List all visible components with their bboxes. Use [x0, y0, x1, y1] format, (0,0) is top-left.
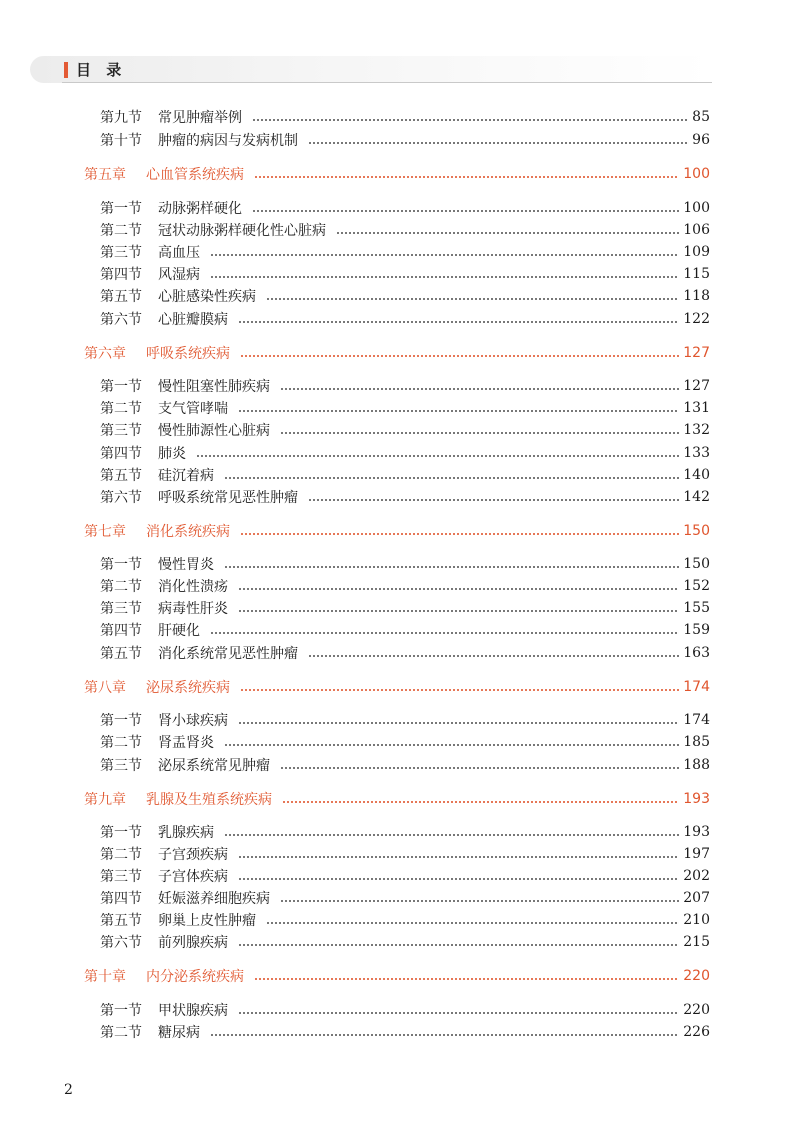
- entry-number: 第一节: [100, 825, 142, 841]
- page-title: 目 录: [76, 61, 127, 79]
- entry-title: 前列腺疾病: [158, 935, 228, 951]
- dot-leader: [308, 142, 688, 144]
- toc-section-entry[interactable]: [100, 1022, 710, 1042]
- toc-chapter-entry[interactable]: [84, 521, 710, 541]
- entry-page-number: 185: [683, 734, 710, 750]
- entry-page-number: 174: [683, 679, 710, 695]
- header-background: [30, 56, 712, 83]
- dot-leader: [238, 321, 679, 323]
- dot-leader: [254, 978, 679, 980]
- dot-leader: [280, 767, 679, 769]
- entry-number: 第六节: [100, 490, 142, 506]
- dot-leader: [224, 834, 679, 836]
- toc-section-entry[interactable]: [100, 710, 710, 730]
- toc-chapter-entry[interactable]: [84, 789, 710, 809]
- entry-title: 高血压: [158, 245, 200, 261]
- entry-number: 第五节: [100, 468, 142, 484]
- entry-number: 第五节: [100, 289, 142, 305]
- dot-leader: [240, 533, 679, 535]
- dot-leader: [210, 276, 679, 278]
- toc-section-entry[interactable]: [100, 107, 710, 127]
- dot-leader: [238, 856, 679, 858]
- toc-section-entry[interactable]: [100, 1000, 710, 1020]
- entry-title: 消化系统疾病: [146, 524, 230, 540]
- toc-section-entry[interactable]: [100, 443, 710, 463]
- dot-leader: [224, 477, 679, 479]
- dot-leader: [238, 722, 679, 724]
- dot-leader: [238, 1012, 679, 1014]
- toc-header: [30, 56, 712, 83]
- dot-leader: [210, 632, 679, 634]
- entry-number: 第二节: [100, 1025, 142, 1041]
- entry-page-number: 127: [683, 378, 710, 394]
- dot-leader: [308, 499, 679, 501]
- toc-section-entry[interactable]: [100, 888, 710, 908]
- entry-number: 第二节: [100, 401, 142, 417]
- entry-number: 第四节: [100, 891, 142, 907]
- entry-page-number: 207: [683, 890, 710, 906]
- entry-title: 慢性肺源性心脏病: [158, 423, 270, 439]
- toc-section-entry[interactable]: [100, 198, 710, 218]
- dot-leader: [224, 744, 679, 746]
- entry-page-number: 193: [683, 824, 710, 840]
- entry-number: 第三节: [100, 245, 142, 261]
- entry-page-number: 132: [683, 422, 710, 438]
- toc-chapter-entry[interactable]: [84, 966, 710, 986]
- entry-number: 第一节: [100, 1003, 142, 1019]
- dot-leader: [266, 298, 679, 300]
- toc-section-entry[interactable]: [100, 732, 710, 752]
- toc-section-entry[interactable]: [100, 242, 710, 262]
- entry-page-number: 96: [692, 132, 710, 148]
- entry-title: 慢性胃炎: [158, 557, 214, 573]
- entry-title: 冠状动脉粥样硬化性心脏病: [158, 223, 326, 239]
- entry-page-number: 85: [692, 109, 710, 125]
- dot-leader: [240, 355, 679, 357]
- toc-section-entry[interactable]: [100, 932, 710, 952]
- toc-chapter-entry[interactable]: [84, 164, 710, 184]
- entry-title: 子宫颈疾病: [158, 847, 228, 863]
- toc-section-entry[interactable]: [100, 420, 710, 440]
- entry-title: 心血管系统疾病: [146, 167, 244, 183]
- entry-title: 卵巢上皮性肿瘤: [158, 913, 256, 929]
- toc-section-entry[interactable]: [100, 220, 710, 240]
- entry-title: 支气管哮喘: [158, 401, 228, 417]
- entry-page-number: 100: [683, 166, 710, 182]
- page-number: 2: [64, 1082, 73, 1098]
- entry-number: 第八章: [84, 680, 126, 696]
- dot-leader: [254, 176, 679, 178]
- entry-title: 泌尿系统常见肿瘤: [158, 758, 270, 774]
- entry-number: 第三节: [100, 601, 142, 617]
- toc-section-entry[interactable]: [100, 866, 710, 886]
- entry-page-number: 193: [683, 791, 710, 807]
- entry-title: 呼吸系统常见恶性肿瘤: [158, 490, 298, 506]
- dot-leader: [210, 254, 679, 256]
- entry-number: 第二节: [100, 223, 142, 239]
- entry-number: 第三节: [100, 869, 142, 885]
- entry-title: 肝硬化: [158, 623, 200, 639]
- entry-title: 呼吸系统疾病: [146, 346, 230, 362]
- entry-number: 第四节: [100, 267, 142, 283]
- entry-page-number: 220: [683, 968, 710, 984]
- toc-section-entry[interactable]: [100, 309, 710, 329]
- entry-page-number: 215: [683, 934, 710, 950]
- entry-title: 消化性溃疡: [158, 579, 228, 595]
- entry-title: 糖尿病: [158, 1025, 200, 1041]
- entry-title: 肿瘤的病因与发病机制: [158, 133, 298, 149]
- entry-title: 内分泌系统疾病: [146, 969, 244, 985]
- entry-title: 妊娠滋养细胞疾病: [158, 891, 270, 907]
- toc-section-entry[interactable]: [100, 910, 710, 930]
- entry-page-number: 163: [683, 645, 710, 661]
- dot-leader: [196, 455, 679, 457]
- entry-number: 第五章: [84, 167, 126, 183]
- header-accent-bar: [64, 62, 68, 78]
- entry-number: 第五节: [100, 646, 142, 662]
- entry-title: 常见肿瘤举例: [158, 110, 242, 126]
- entry-title: 子宫体疾病: [158, 869, 228, 885]
- dot-leader: [282, 801, 679, 803]
- entry-page-number: 197: [683, 846, 710, 862]
- entry-title: 心脏感染性疾病: [158, 289, 256, 305]
- entry-title: 肾盂肾炎: [158, 735, 214, 751]
- toc-section-entry[interactable]: [100, 376, 710, 396]
- entry-number: 第六节: [100, 935, 142, 951]
- dot-leader: [210, 1034, 679, 1036]
- entry-number: 第七章: [84, 524, 126, 540]
- dot-leader: [224, 566, 679, 568]
- entry-page-number: 100: [683, 200, 710, 216]
- dot-leader: [336, 232, 679, 234]
- entry-number: 第九章: [84, 792, 126, 808]
- entry-title: 肺炎: [158, 446, 186, 462]
- toc-section-entry[interactable]: [100, 844, 710, 864]
- entry-title: 动脉粥样硬化: [158, 201, 242, 217]
- entry-page-number: 159: [683, 622, 710, 638]
- dot-leader: [252, 210, 679, 212]
- dot-leader: [238, 588, 679, 590]
- entry-number: 第四节: [100, 623, 142, 639]
- entry-title: 消化系统常见恶性肿瘤: [158, 646, 298, 662]
- dot-leader: [252, 119, 688, 121]
- entry-page-number: 152: [683, 578, 710, 594]
- entry-number: 第六节: [100, 312, 142, 328]
- toc-chapter-entry[interactable]: [84, 343, 710, 363]
- entry-page-number: 174: [683, 712, 710, 728]
- entry-number: 第四节: [100, 446, 142, 462]
- entry-page-number: 188: [683, 757, 710, 773]
- dot-leader: [238, 944, 679, 946]
- entry-number: 第三节: [100, 758, 142, 774]
- entry-number: 第九节: [100, 110, 142, 126]
- entry-page-number: 133: [683, 445, 710, 461]
- dot-leader: [280, 900, 679, 902]
- toc-section-entry[interactable]: [100, 398, 710, 418]
- toc-section-entry[interactable]: [100, 264, 710, 284]
- entry-page-number: 202: [683, 868, 710, 884]
- entry-number: 第一节: [100, 379, 142, 395]
- entry-title: 甲状腺疾病: [158, 1003, 228, 1019]
- toc-section-entry[interactable]: [100, 620, 710, 640]
- entry-page-number: 220: [683, 1002, 710, 1018]
- toc-section-entry[interactable]: [100, 822, 710, 842]
- toc-section-entry[interactable]: [100, 554, 710, 574]
- entry-page-number: 140: [683, 467, 710, 483]
- entry-number: 第十章: [84, 969, 126, 985]
- entry-title: 乳腺及生殖系统疾病: [146, 792, 272, 808]
- dot-leader: [308, 655, 679, 657]
- entry-title: 病毒性肝炎: [158, 601, 228, 617]
- entry-page-number: 131: [683, 400, 710, 416]
- entry-page-number: 150: [683, 523, 710, 539]
- header-rule: [62, 82, 712, 83]
- entry-page-number: 106: [683, 222, 710, 238]
- entry-page-number: 109: [683, 244, 710, 260]
- entry-title: 泌尿系统疾病: [146, 680, 230, 696]
- entry-number: 第二节: [100, 735, 142, 751]
- dot-leader: [238, 878, 679, 880]
- entry-number: 第五节: [100, 913, 142, 929]
- entry-page-number: 155: [683, 600, 710, 616]
- toc-section-entry[interactable]: [100, 643, 710, 663]
- toc-section-entry[interactable]: [100, 130, 710, 150]
- dot-leader: [238, 610, 679, 612]
- toc-section-entry[interactable]: [100, 286, 710, 306]
- dot-leader: [266, 922, 679, 924]
- entry-page-number: 210: [683, 912, 710, 928]
- toc-section-entry[interactable]: [100, 755, 710, 775]
- dot-leader: [280, 388, 679, 390]
- entry-number: 第一节: [100, 713, 142, 729]
- entry-title: 风湿病: [158, 267, 200, 283]
- entry-number: 第一节: [100, 557, 142, 573]
- entry-number: 第二节: [100, 579, 142, 595]
- entry-number: 第十节: [100, 133, 142, 149]
- entry-title: 乳腺疾病: [158, 825, 214, 841]
- entry-page-number: 142: [683, 489, 710, 505]
- entry-page-number: 115: [683, 266, 710, 282]
- dot-leader: [238, 410, 679, 412]
- toc-chapter-entry[interactable]: [84, 677, 710, 697]
- toc-section-entry[interactable]: [100, 598, 710, 618]
- entry-title: 肾小球疾病: [158, 713, 228, 729]
- entry-page-number: 118: [683, 288, 710, 304]
- entry-page-number: 150: [683, 556, 710, 572]
- dot-leader: [240, 689, 679, 691]
- entry-title: 硅沉着病: [158, 468, 214, 484]
- entry-number: 第一节: [100, 201, 142, 217]
- entry-page-number: 127: [683, 345, 710, 361]
- dot-leader: [280, 432, 679, 434]
- entry-page-number: 226: [683, 1024, 710, 1040]
- entry-number: 第六章: [84, 346, 126, 362]
- entry-page-number: 122: [683, 311, 710, 327]
- toc-section-entry[interactable]: [100, 576, 710, 596]
- toc-section-entry[interactable]: [100, 465, 710, 485]
- entry-number: 第三节: [100, 423, 142, 439]
- entry-title: 慢性阻塞性肺疾病: [158, 379, 270, 395]
- entry-number: 第二节: [100, 847, 142, 863]
- entry-title: 心脏瓣膜病: [158, 312, 228, 328]
- toc-section-entry[interactable]: [100, 487, 710, 507]
